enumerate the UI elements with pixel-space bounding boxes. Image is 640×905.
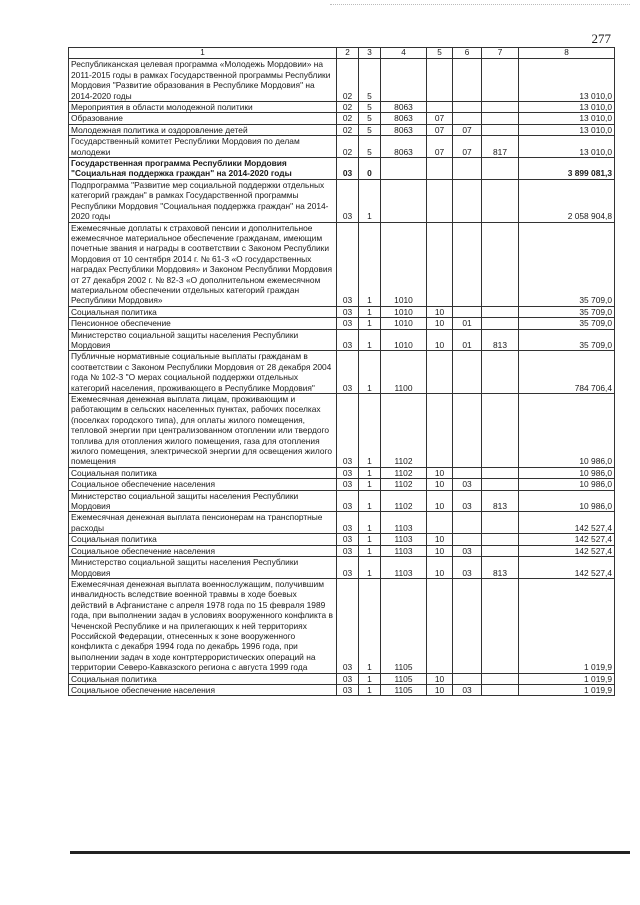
table-row	[69, 158, 615, 180]
code-cell: 813	[482, 490, 519, 512]
amount-cell: 142 527,4	[519, 545, 615, 556]
code-cell: 1	[359, 329, 381, 351]
code-cell: 02	[337, 102, 359, 113]
code-cell: 10	[427, 490, 453, 512]
amount-cell: 1 019,9	[519, 673, 615, 684]
amount-cell: 35 709,0	[519, 318, 615, 329]
code-cell: 07	[427, 124, 453, 135]
amount-cell: 13 010,0	[519, 113, 615, 124]
code-cell	[453, 467, 482, 478]
code-cell: 1010	[381, 329, 427, 351]
table-row	[69, 557, 615, 579]
row-name-cell: Ежемесячная денежная выплата лицам, проживающим и работающим в сельских населенных пунктах, рабочих поселках (поселках городского типа), для оплаты жилого помещения, тепловой энергии при централизованном отоплении или твердого топлива для отопления жилого помещения, газа для отопления жилого помещения, электрической энергии для освещения жилого помещения	[69, 394, 337, 468]
code-cell: 1	[359, 490, 381, 512]
code-cell: 813	[482, 329, 519, 351]
row-name-cell: Республиканская целевая программа «Молодежь Мордовии» на 2011-2015 годы в рамках Государственной программы Республики Мордовия "Развитие образования в Республике Мордовия" на 2014-2020 годы	[69, 59, 337, 102]
amount-cell: 13 010,0	[519, 136, 615, 158]
code-cell	[482, 59, 519, 102]
amount-cell: 10 986,0	[519, 490, 615, 512]
code-cell: 01	[453, 329, 482, 351]
code-cell: 02	[337, 59, 359, 102]
code-cell: 1010	[381, 222, 427, 306]
row-name-cell: Социальное обеспечение населения	[69, 545, 337, 556]
code-cell	[482, 102, 519, 113]
code-cell: 02	[337, 124, 359, 135]
code-cell: 10	[427, 306, 453, 317]
code-cell	[427, 158, 453, 180]
code-cell	[427, 578, 453, 673]
code-cell	[427, 102, 453, 113]
code-cell: 1102	[381, 467, 427, 478]
code-cell: 03	[337, 329, 359, 351]
code-cell: 1103	[381, 557, 427, 579]
code-cell	[453, 113, 482, 124]
amount-cell: 10 986,0	[519, 467, 615, 478]
column-number-row	[69, 48, 615, 59]
column-number: 7	[482, 48, 519, 59]
code-cell	[453, 102, 482, 113]
row-name-cell: Социальная политика	[69, 673, 337, 684]
code-cell: 1102	[381, 479, 427, 490]
code-cell: 03	[337, 394, 359, 468]
code-cell: 1	[359, 545, 381, 556]
table-row	[69, 684, 615, 695]
code-cell: 8063	[381, 102, 427, 113]
table-row	[69, 673, 615, 684]
row-name-cell: Государственный комитет Республики Мордовия по делам молодежи	[69, 136, 337, 158]
code-cell: 5	[359, 113, 381, 124]
code-cell: 03	[337, 306, 359, 317]
code-cell: 03	[453, 545, 482, 556]
code-cell: 1105	[381, 684, 427, 695]
table-row	[69, 124, 615, 135]
code-cell: 1	[359, 467, 381, 478]
row-name-cell: Социальная политика	[69, 467, 337, 478]
row-name-cell: Образование	[69, 113, 337, 124]
code-cell: 03	[453, 490, 482, 512]
code-cell	[427, 394, 453, 468]
row-name-cell: Социальная политика	[69, 306, 337, 317]
budget-table-body	[69, 48, 615, 696]
code-cell: 03	[337, 490, 359, 512]
code-cell: 03	[453, 479, 482, 490]
scan-artifact	[330, 4, 630, 5]
code-cell: 03	[337, 534, 359, 545]
code-cell	[453, 222, 482, 306]
row-name-cell: Ежемесячная денежная выплата пенсионерам на транспортные расходы	[69, 512, 337, 534]
code-cell	[381, 179, 427, 222]
code-cell: 5	[359, 124, 381, 135]
column-number: 4	[381, 48, 427, 59]
code-cell: 1105	[381, 578, 427, 673]
code-cell: 1	[359, 534, 381, 545]
code-cell	[482, 578, 519, 673]
code-cell: 1	[359, 479, 381, 490]
row-name-cell: Министерство социальной защиты населения Республики Мордовия	[69, 490, 337, 512]
table-row	[69, 329, 615, 351]
code-cell: 10	[427, 557, 453, 579]
row-name-cell: Молодежная политика и оздоровление детей	[69, 124, 337, 135]
row-name-cell: Подпрограмма "Развитие мер социальной поддержки отдельных категорий граждан" в рамках Государственной программы Республики Мордовия "Социальная поддержка граждан" на 2014-2020 годы	[69, 179, 337, 222]
code-cell: 1	[359, 318, 381, 329]
code-cell	[381, 158, 427, 180]
code-cell: 1103	[381, 545, 427, 556]
table-row	[69, 490, 615, 512]
code-cell	[482, 512, 519, 534]
table-row	[69, 479, 615, 490]
table-row	[69, 512, 615, 534]
table-row	[69, 136, 615, 158]
code-cell	[482, 222, 519, 306]
table-row	[69, 222, 615, 306]
code-cell: 10	[427, 545, 453, 556]
code-cell: 02	[337, 136, 359, 158]
code-cell	[482, 113, 519, 124]
code-cell: 03	[337, 222, 359, 306]
table-row	[69, 179, 615, 222]
code-cell: 1102	[381, 394, 427, 468]
table-row	[69, 59, 615, 102]
bottom-rule	[70, 851, 630, 854]
code-cell	[453, 578, 482, 673]
code-cell: 01	[453, 318, 482, 329]
amount-cell: 13 010,0	[519, 102, 615, 113]
code-cell	[482, 467, 519, 478]
code-cell	[482, 318, 519, 329]
code-cell: 03	[337, 578, 359, 673]
table-row	[69, 467, 615, 478]
table-row	[69, 102, 615, 113]
code-cell: 10	[427, 467, 453, 478]
code-cell: 10	[427, 318, 453, 329]
code-cell: 1	[359, 179, 381, 222]
row-name-cell: Публичные нормативные социальные выплаты гражданам в соответствии с Законом Республики Мордовия от 28 декабря 2004 года № 102-З "О мерах социальной поддержки отдельных категорий населения, проживающего в Республике Мордовия"	[69, 351, 337, 394]
row-name-cell: Ежемесячные доплаты к страховой пенсии и дополнительное ежемесячное материальное обеспечение гражданам, имеющим почетные звания и награды в соответствии с Законом Республики Мордовия от 10 сентября 2014 г. № 61-З «О государственных наградах Республики Мордовия» и Законом Республики Мордовия от 27 декабря 2002 г. № 82-З «О дополнительном ежемесячном материальном обеспечении отдельных категорий граждан Республики Мордовия»	[69, 222, 337, 306]
code-cell	[453, 394, 482, 468]
code-cell	[427, 59, 453, 102]
code-cell: 07	[453, 124, 482, 135]
amount-cell: 1 019,9	[519, 578, 615, 673]
code-cell: 813	[482, 557, 519, 579]
code-cell: 1105	[381, 673, 427, 684]
code-cell: 03	[337, 673, 359, 684]
code-cell: 1	[359, 351, 381, 394]
row-name-cell: Социальная политика	[69, 534, 337, 545]
code-cell: 03	[453, 557, 482, 579]
code-cell	[453, 59, 482, 102]
code-cell: 1010	[381, 318, 427, 329]
code-cell	[482, 479, 519, 490]
code-cell	[381, 59, 427, 102]
column-number: 8	[519, 48, 615, 59]
code-cell: 1010	[381, 306, 427, 317]
code-cell	[453, 512, 482, 534]
page-number: 277	[591, 31, 611, 46]
code-cell	[482, 673, 519, 684]
code-cell	[482, 124, 519, 135]
amount-cell: 10 986,0	[519, 479, 615, 490]
amount-cell: 1 019,9	[519, 684, 615, 695]
row-name-cell: Социальное обеспечение населения	[69, 479, 337, 490]
code-cell	[453, 158, 482, 180]
code-cell: 817	[482, 136, 519, 158]
table-row	[69, 306, 615, 317]
code-cell	[482, 158, 519, 180]
row-name-cell: Мероприятия в области молодежной политики	[69, 102, 337, 113]
code-cell	[482, 394, 519, 468]
code-cell: 03	[337, 467, 359, 478]
row-name-cell: Государственная программа Республики Мордовия "Социальная поддержка граждан" на 2014-2020 годы	[69, 158, 337, 180]
column-number: 5	[427, 48, 453, 59]
code-cell	[482, 684, 519, 695]
code-cell	[453, 673, 482, 684]
code-cell: 10	[427, 329, 453, 351]
amount-cell: 10 986,0	[519, 394, 615, 468]
code-cell: 10	[427, 673, 453, 684]
row-name-cell: Министерство социальной защиты населения Республики Мордовия	[69, 557, 337, 579]
table-row	[69, 318, 615, 329]
code-cell: 1	[359, 684, 381, 695]
code-cell: 5	[359, 136, 381, 158]
table-row	[69, 394, 615, 468]
code-cell	[427, 512, 453, 534]
code-cell: 03	[337, 684, 359, 695]
code-cell	[453, 179, 482, 222]
table-row	[69, 351, 615, 394]
code-cell: 1100	[381, 351, 427, 394]
row-name-cell: Социальное обеспечение населения	[69, 684, 337, 695]
code-cell	[453, 534, 482, 545]
amount-cell: 3 899 081,3	[519, 158, 615, 180]
code-cell: 07	[427, 136, 453, 158]
code-cell: 1	[359, 306, 381, 317]
table-row	[69, 113, 615, 124]
code-cell	[453, 351, 482, 394]
amount-cell: 35 709,0	[519, 222, 615, 306]
amount-cell: 2 058 904,8	[519, 179, 615, 222]
code-cell: 03	[337, 179, 359, 222]
code-cell: 07	[427, 113, 453, 124]
row-name-cell: Министерство социальной защиты населения Республики Мордовия	[69, 329, 337, 351]
code-cell	[482, 351, 519, 394]
amount-cell: 784 706,4	[519, 351, 615, 394]
code-cell: 03	[337, 557, 359, 579]
code-cell: 5	[359, 59, 381, 102]
code-cell: 0	[359, 158, 381, 180]
amount-cell: 13 010,0	[519, 59, 615, 102]
table-row	[69, 534, 615, 545]
code-cell: 03	[337, 158, 359, 180]
code-cell: 03	[337, 351, 359, 394]
row-name-cell: Пенсионное обеспечение	[69, 318, 337, 329]
code-cell	[427, 179, 453, 222]
code-cell: 03	[337, 545, 359, 556]
table-row	[69, 545, 615, 556]
code-cell: 8063	[381, 136, 427, 158]
code-cell: 03	[453, 684, 482, 695]
code-cell: 5	[359, 102, 381, 113]
column-number: 3	[359, 48, 381, 59]
code-cell	[482, 306, 519, 317]
amount-cell: 142 527,4	[519, 557, 615, 579]
code-cell: 1	[359, 222, 381, 306]
code-cell: 1	[359, 394, 381, 468]
code-cell: 03	[337, 318, 359, 329]
code-cell: 1	[359, 578, 381, 673]
code-cell	[482, 534, 519, 545]
code-cell: 1	[359, 673, 381, 684]
budget-table	[68, 47, 615, 696]
column-number: 1	[69, 48, 337, 59]
table-row	[69, 578, 615, 673]
code-cell: 1	[359, 512, 381, 534]
code-cell	[427, 351, 453, 394]
row-name-cell: Ежемесячная денежная выплата военнослужащим, получившим инвалидность вследствие военной травмы в ходе боевых действий в Афганистане с апреля 1978 года по 15 февраля 1989 года, при выполнении задач в условиях вооруженного конфликта в Чеченской Республике и на прилегающих к ней территориях Российской Федерации, отнесенных к зоне вооруженного конфликта с декабря 1994 года по декабрь 1996 года, при выполнении задач в ходе контртеррористических операций на территории Северо-Кавказского региона с августа 1999 года	[69, 578, 337, 673]
code-cell: 03	[337, 512, 359, 534]
code-cell	[427, 222, 453, 306]
code-cell: 1103	[381, 512, 427, 534]
code-cell: 8063	[381, 124, 427, 135]
code-cell	[482, 545, 519, 556]
code-cell: 1	[359, 557, 381, 579]
code-cell: 10	[427, 479, 453, 490]
column-number: 2	[337, 48, 359, 59]
code-cell	[482, 179, 519, 222]
code-cell: 07	[453, 136, 482, 158]
amount-cell: 142 527,4	[519, 512, 615, 534]
code-cell: 10	[427, 534, 453, 545]
amount-cell: 35 709,0	[519, 329, 615, 351]
amount-cell: 13 010,0	[519, 124, 615, 135]
code-cell: 1102	[381, 490, 427, 512]
code-cell: 02	[337, 113, 359, 124]
code-cell: 03	[337, 479, 359, 490]
code-cell: 10	[427, 684, 453, 695]
amount-cell: 35 709,0	[519, 306, 615, 317]
code-cell: 1103	[381, 534, 427, 545]
code-cell: 8063	[381, 113, 427, 124]
code-cell	[453, 306, 482, 317]
amount-cell: 142 527,4	[519, 534, 615, 545]
column-number: 6	[453, 48, 482, 59]
